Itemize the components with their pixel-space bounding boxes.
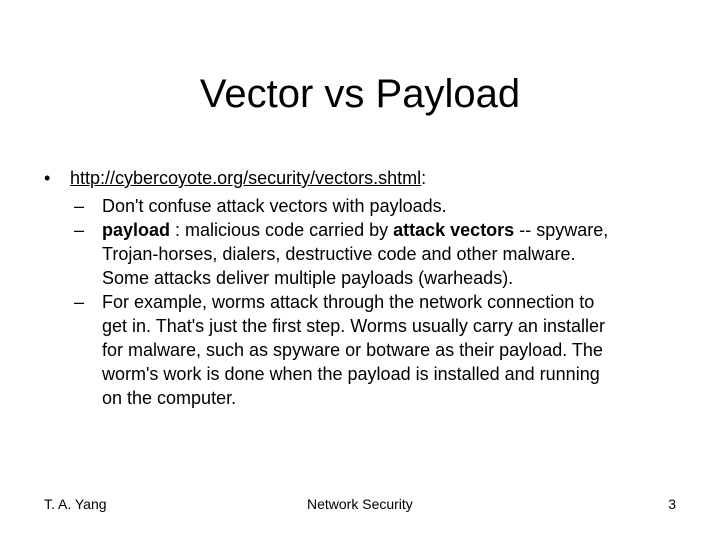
sub-bullet-1: [74, 194, 674, 218]
footer-author: T. A. Yang: [44, 496, 107, 512]
sub-bullet-line: [102, 338, 674, 362]
bold-term: attack vectors: [393, 220, 515, 240]
text-segment: Trojan-horses, dialers, destructive code and other malware.: [102, 244, 576, 264]
text-segment: for malware, such as spyware or botware as their payload. The: [102, 340, 603, 360]
sub-bullet-line: [102, 266, 674, 290]
sub-bullet-line: [102, 386, 674, 410]
sub-bullet-list: [74, 194, 674, 410]
sub-bullet-line: [102, 314, 674, 338]
sub-bullet-2: [74, 218, 674, 290]
sub-bullet-line: [102, 362, 674, 386]
sub-bullet-dash: –: [74, 196, 85, 216]
text-segment: worm's work is done when the payload is installed and running: [102, 364, 600, 384]
text-segment: For example, worms attack through the network connection to: [102, 292, 595, 312]
bold-term: payload: [102, 220, 171, 240]
source-suffix: :: [421, 168, 427, 188]
bullet-dot: •: [44, 168, 51, 188]
sub-bullet-line: [102, 194, 674, 218]
text-segment: Some attacks deliver multiple payloads (warheads).: [102, 268, 514, 288]
sub-bullet-line: [102, 290, 674, 314]
sub-bullet-line: [102, 218, 674, 242]
sub-bullet-dash: –: [74, 220, 85, 240]
footer-course: Network Security: [307, 496, 413, 512]
footer-page-number: 3: [668, 496, 676, 512]
main-bullet-text: [70, 166, 426, 190]
text-segment: : malicious code carried by: [170, 220, 394, 240]
text-segment: on the computer.: [102, 388, 237, 408]
sub-bullet-3: [74, 290, 674, 410]
source-link[interactable]: http://cybercoyote.org/security/vectors.shtml: [70, 168, 422, 188]
text-segment: -- spyware,: [514, 220, 609, 240]
text-segment: get in. That's just the first step. Worms usually carry an installer: [102, 316, 605, 336]
slide-title: Vector vs Payload: [199, 72, 521, 116]
sub-bullet-line: [102, 242, 674, 266]
text-segment: Don't confuse attack vectors with payloads.: [102, 196, 447, 216]
sub-bullet-dash: –: [74, 292, 85, 312]
